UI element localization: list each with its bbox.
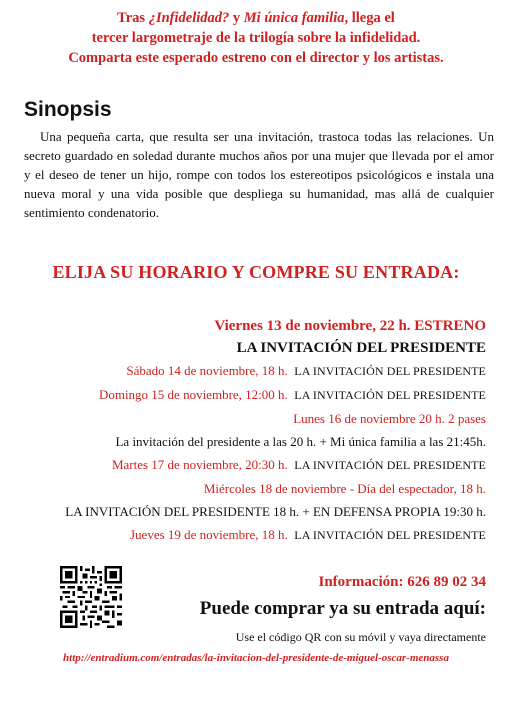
sinopsis-heading: Sinopsis (24, 98, 112, 121)
schedule-date: Jueves 19 de noviembre, 18 h. (130, 527, 288, 542)
buy-heading: Puede comprar ya su entrada aquí: (199, 598, 486, 619)
sinopsis-text: Una pequeña carta, que resulta ser una invitación, trastoca todas las relaciones. Un secreto guardado en soledad durante muchos años por una mujer que llevada por el amor y el deseo de tener un hijo, rompe con todos los estereotipos psicológicos e instala una nueva moral y una vida posible que despliega su humanidad, mas allá de cualquier sentimiento condenatorio. (24, 129, 494, 220)
schedule-lunes-date: Lunes 16 de noviembre 20 h. 2 pases (293, 411, 486, 426)
intro-line-2: tercer largometraje de la trilogía sobre la infidelidad. (91, 30, 421, 46)
intro-text: y (229, 10, 244, 26)
schedule-date: Martes 17 de noviembre, 20:30 h. (111, 457, 288, 472)
schedule-miercoles-date: Miércoles 18 de noviembre - Día del espectador, 18 h. (203, 481, 486, 496)
ticket-link[interactable]: http://entradium.com/entradas/la-invitacion-del-presidente-de-miguel-oscar-menassa (63, 652, 449, 664)
call-to-action: ELIJA SU HORARIO Y COMPRE SU ENTRADA: (52, 262, 460, 282)
schedule-miercoles-detail: LA INVITACIÓN DEL PRESIDENTE 18 h. + EN DEFENSA PROPIA 19:30 h. (65, 504, 486, 519)
intro-line-1 (20, 8, 492, 28)
schedule-viernes-date: Viernes 13 de noviembre, 22 h. ESTRENO (214, 318, 486, 334)
schedule-sabado (16, 359, 486, 383)
schedule-film: LA INVITACIÓN DEL PRESIDENTE (294, 364, 486, 378)
schedule-lunes-detail: La invitación del presidente a las 20 h. + Mi única familia a las 21:45h. (115, 434, 486, 449)
schedule-date: Sábado 14 de noviembre, 18 h. (126, 363, 288, 378)
schedule-martes (16, 453, 486, 477)
intro-text: , llega el (344, 10, 395, 26)
schedule-film: LA INVITACIÓN DEL PRESIDENTE (294, 528, 486, 542)
intro-block (20, 8, 492, 68)
schedule-list (16, 315, 486, 547)
qr-hint: Use el código QR con su móvil y vaya directamente (235, 630, 486, 644)
schedule-film: LA INVITACIÓN DEL PRESIDENTE (294, 388, 486, 402)
intro-line-3: Comparta este esperado estreno con el director y los artistas. (68, 50, 444, 66)
schedule-viernes-title: LA INVITACIÓN DEL PRESIDENTE (236, 340, 486, 356)
info-phone: Información: 626 89 02 34 (318, 574, 486, 590)
schedule-film: LA INVITACIÓN DEL PRESIDENTE (294, 458, 486, 472)
schedule-jueves (16, 523, 486, 547)
intro-text: Tras (117, 10, 149, 26)
schedule-date: Domingo 15 de noviembre, 12:00 h. (98, 387, 288, 402)
qr-code-icon[interactable] (60, 566, 122, 628)
film-title-mi-unica-familia: Mi única familia (243, 10, 345, 26)
schedule-domingo (16, 383, 486, 407)
film-title-infidelidad: ¿Infidelidad? (148, 10, 230, 26)
